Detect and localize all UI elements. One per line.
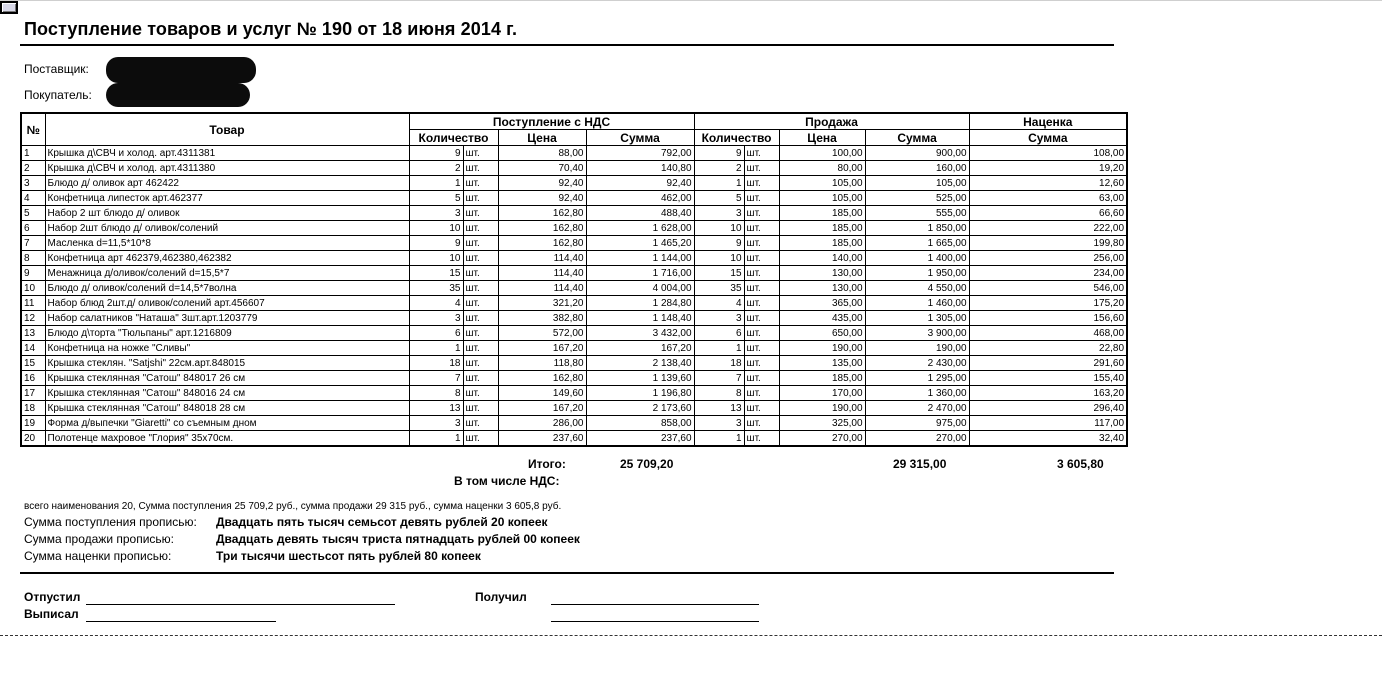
- row-receipt-qty: 15: [409, 266, 463, 281]
- row-markup-sum: 256,00: [969, 251, 1127, 266]
- row-receipt-price: 162,80: [498, 371, 586, 386]
- row-sale-qty: 9: [694, 236, 744, 251]
- row-goods-name: Набор блюд 2шт.д/ оливок/солений арт.456607: [45, 296, 409, 311]
- row-goods-name: Конфетница на ножке "Сливы": [45, 341, 409, 356]
- header-receipt-sum: Сумма: [586, 130, 694, 146]
- row-sale-price: 325,00: [779, 416, 865, 431]
- row-sale-unit: шт.: [744, 326, 779, 341]
- row-number: 13: [21, 326, 45, 341]
- row-receipt-qty: 10: [409, 221, 463, 236]
- row-number: 10: [21, 281, 45, 296]
- receipt-words: Двадцать пять тысяч семьсот девять рублей 20 копеек: [216, 515, 548, 529]
- row-goods-name: Блюдо д\торта "Тюльпаны" арт.1216809: [45, 326, 409, 341]
- row-receipt-price: 572,00: [498, 326, 586, 341]
- row-number: 19: [21, 416, 45, 431]
- row-sale-qty: 5: [694, 191, 744, 206]
- row-receipt-qty: 1: [409, 341, 463, 356]
- row-receipt-sum: 1 196,80: [586, 386, 694, 401]
- row-sale-sum: 1 400,00: [865, 251, 969, 266]
- row-sale-price: 435,00: [779, 311, 865, 326]
- row-receipt-unit: шт.: [463, 326, 498, 341]
- row-sale-sum: 4 550,00: [865, 281, 969, 296]
- row-markup-sum: 199,80: [969, 236, 1127, 251]
- row-sale-price: 185,00: [779, 371, 865, 386]
- row-sale-unit: шт.: [744, 296, 779, 311]
- row-sale-unit: шт.: [744, 341, 779, 356]
- row-sale-sum: 1 460,00: [865, 296, 969, 311]
- row-sale-qty: 10: [694, 251, 744, 266]
- row-number: 3: [21, 176, 45, 191]
- row-sale-price: 170,00: [779, 386, 865, 401]
- row-goods-name: Конфетница липесток арт.462377: [45, 191, 409, 206]
- row-receipt-sum: 1 465,20: [586, 236, 694, 251]
- row-sale-price: 130,00: [779, 281, 865, 296]
- row-sale-sum: 525,00: [865, 191, 969, 206]
- row-goods-name: Масленка d=11,5*10*8: [45, 236, 409, 251]
- row-sale-sum: 1 305,00: [865, 311, 969, 326]
- row-markup-sum: 63,00: [969, 191, 1127, 206]
- row-sale-unit: шт.: [744, 146, 779, 161]
- row-sale-qty: 13: [694, 401, 744, 416]
- row-receipt-unit: шт.: [463, 221, 498, 236]
- header-sale-sum: Сумма: [865, 130, 969, 146]
- summary-line: всего наименования 20, Сумма поступления 25 709,2 руб., сумма продажи 29 315 руб., сумма наценки 3 605,8 руб.: [24, 501, 562, 512]
- row-goods-name: Полотенце махровое "Глория" 35х70см.: [45, 431, 409, 447]
- goods-table: [20, 112, 1128, 447]
- row-sale-qty: 1: [694, 431, 744, 447]
- row-goods-name: Блюдо д/ оливок/солений d=14,5*7волна: [45, 281, 409, 296]
- table-row: [21, 296, 1127, 311]
- row-receipt-sum: 167,20: [586, 341, 694, 356]
- row-receipt-price: 118,80: [498, 356, 586, 371]
- row-sale-qty: 1: [694, 341, 744, 356]
- header-markup-sum: Сумма: [969, 130, 1127, 146]
- row-receipt-qty: 4: [409, 296, 463, 311]
- header-sale-price: Цена: [779, 130, 865, 146]
- row-receipt-qty: 3: [409, 311, 463, 326]
- row-number: 7: [21, 236, 45, 251]
- row-number: 9: [21, 266, 45, 281]
- row-markup-sum: 108,00: [969, 146, 1127, 161]
- header-number: №: [21, 113, 45, 146]
- row-sale-unit: шт.: [744, 371, 779, 386]
- row-receipt-unit: шт.: [463, 416, 498, 431]
- row-receipt-unit: шт.: [463, 386, 498, 401]
- row-sale-unit: шт.: [744, 251, 779, 266]
- row-number: 6: [21, 221, 45, 236]
- row-number: 12: [21, 311, 45, 326]
- markup-words-label: Сумма наценки прописью:: [24, 549, 172, 563]
- row-number: 11: [21, 296, 45, 311]
- row-receipt-qty: 1: [409, 176, 463, 191]
- goods-table-body: [21, 146, 1127, 447]
- header-sale-group: Продажа: [694, 113, 969, 130]
- row-receipt-unit: шт.: [463, 281, 498, 296]
- row-receipt-unit: шт.: [463, 371, 498, 386]
- row-goods-name: Набор салатников "Наташа" 3шт.арт.1203779: [45, 311, 409, 326]
- row-sale-qty: 6: [694, 326, 744, 341]
- row-number: 15: [21, 356, 45, 371]
- row-receipt-qty: 18: [409, 356, 463, 371]
- row-goods-name: Менажница д/оливок/солений d=15,5*7: [45, 266, 409, 281]
- row-receipt-price: 382,80: [498, 311, 586, 326]
- row-receipt-price: 162,80: [498, 206, 586, 221]
- header-markup-group: Наценка: [969, 113, 1127, 130]
- header-receipt-price: Цена: [498, 130, 586, 146]
- row-receipt-sum: 2 173,60: [586, 401, 694, 416]
- row-sale-unit: шт.: [744, 191, 779, 206]
- row-goods-name: Блюдо д/ оливок арт 462422: [45, 176, 409, 191]
- row-goods-name: Крышка стеклянная "Сатош" 848018 28 см: [45, 401, 409, 416]
- signature-divider: [20, 572, 1114, 574]
- row-receipt-sum: 237,60: [586, 431, 694, 447]
- released-label: Отпустил: [24, 590, 81, 604]
- buyer-label: Покупатель:: [24, 88, 92, 102]
- row-markup-sum: 234,00: [969, 266, 1127, 281]
- row-sale-sum: 3 900,00: [865, 326, 969, 341]
- top-border: [0, 0, 1382, 1]
- row-receipt-qty: 10: [409, 251, 463, 266]
- row-receipt-price: 92,40: [498, 191, 586, 206]
- row-sale-price: 105,00: [779, 191, 865, 206]
- row-markup-sum: 163,20: [969, 386, 1127, 401]
- header-receipt-qty: Количество: [409, 130, 498, 146]
- table-row: [21, 311, 1127, 326]
- row-sale-qty: 18: [694, 356, 744, 371]
- table-row: [21, 146, 1127, 161]
- row-number: 20: [21, 431, 45, 447]
- row-receipt-sum: 4 004,00: [586, 281, 694, 296]
- row-receipt-qty: 7: [409, 371, 463, 386]
- row-receipt-qty: 9: [409, 146, 463, 161]
- row-goods-name: Набор 2 шт блюдо д/ оливок: [45, 206, 409, 221]
- row-sale-sum: 160,00: [865, 161, 969, 176]
- row-sale-unit: шт.: [744, 176, 779, 191]
- row-number: 18: [21, 401, 45, 416]
- row-receipt-price: 149,60: [498, 386, 586, 401]
- table-row: [21, 371, 1127, 386]
- row-number: 17: [21, 386, 45, 401]
- row-receipt-qty: 3: [409, 206, 463, 221]
- row-receipt-price: 92,40: [498, 176, 586, 191]
- row-receipt-sum: 1 284,80: [586, 296, 694, 311]
- title-divider: [20, 44, 1114, 46]
- table-row: [21, 161, 1127, 176]
- row-receipt-price: 167,20: [498, 401, 586, 416]
- header-goods: Товар: [45, 113, 409, 146]
- received-signature-line: [551, 604, 759, 605]
- row-receipt-price: 114,40: [498, 281, 586, 296]
- row-sale-unit: шт.: [744, 401, 779, 416]
- table-row: [21, 341, 1127, 356]
- row-sale-sum: 270,00: [865, 431, 969, 447]
- row-markup-sum: 546,00: [969, 281, 1127, 296]
- row-receipt-price: 162,80: [498, 221, 586, 236]
- row-goods-name: Конфетница арт 462379,462380,462382: [45, 251, 409, 266]
- row-number: 1: [21, 146, 45, 161]
- table-row: [21, 191, 1127, 206]
- row-sale-sum: 190,00: [865, 341, 969, 356]
- row-sale-price: 100,00: [779, 146, 865, 161]
- issued-label: Выписал: [24, 607, 79, 621]
- table-row: [21, 236, 1127, 251]
- row-sale-price: 270,00: [779, 431, 865, 447]
- issued-signature-line: [86, 621, 276, 622]
- document-title: Поступление товаров и услуг № 190 от 18 июня 2014 г.: [24, 19, 518, 39]
- row-markup-sum: 32,40: [969, 431, 1127, 447]
- header-sale-qty: Количество: [694, 130, 779, 146]
- row-sale-sum: 1 360,00: [865, 386, 969, 401]
- row-receipt-unit: шт.: [463, 191, 498, 206]
- table-row: [21, 206, 1127, 221]
- row-markup-sum: 155,40: [969, 371, 1127, 386]
- row-receipt-qty: 35: [409, 281, 463, 296]
- row-receipt-price: 162,80: [498, 236, 586, 251]
- row-sale-qty: 7: [694, 371, 744, 386]
- row-number: 2: [21, 161, 45, 176]
- row-sale-price: 650,00: [779, 326, 865, 341]
- row-receipt-unit: шт.: [463, 431, 498, 447]
- row-markup-sum: 117,00: [969, 416, 1127, 431]
- row-number: 8: [21, 251, 45, 266]
- row-markup-sum: 296,40: [969, 401, 1127, 416]
- row-receipt-price: 114,40: [498, 266, 586, 281]
- row-number: 14: [21, 341, 45, 356]
- row-receipt-price: 167,20: [498, 341, 586, 356]
- window-control-button[interactable]: [0, 1, 18, 14]
- row-receipt-sum: 1 716,00: [586, 266, 694, 281]
- table-row: [21, 266, 1127, 281]
- receipt-words-label: Сумма поступления прописью:: [24, 515, 197, 529]
- row-receipt-sum: 792,00: [586, 146, 694, 161]
- totals-markup-sum: 3 605,80: [1057, 457, 1104, 471]
- row-receipt-sum: 1 628,00: [586, 221, 694, 236]
- supplier-label: Поставщик:: [24, 62, 89, 76]
- row-number: 16: [21, 371, 45, 386]
- row-receipt-sum: 488,40: [586, 206, 694, 221]
- row-receipt-price: 88,00: [498, 146, 586, 161]
- row-receipt-qty: 1: [409, 431, 463, 447]
- header-receipt-group: Поступление с НДС: [409, 113, 694, 130]
- row-sale-price: 185,00: [779, 206, 865, 221]
- row-sale-qty: 3: [694, 206, 744, 221]
- totals-sale-sum: 29 315,00: [893, 457, 947, 471]
- row-goods-name: Крышка д\СВЧ и холод. арт.4311381: [45, 146, 409, 161]
- sale-words-label: Сумма продажи прописью:: [24, 532, 174, 546]
- table-row: [21, 221, 1127, 236]
- row-sale-sum: 975,00: [865, 416, 969, 431]
- row-receipt-sum: 858,00: [586, 416, 694, 431]
- row-sale-qty: 8: [694, 386, 744, 401]
- table-row: [21, 281, 1127, 296]
- row-sale-sum: 2 470,00: [865, 401, 969, 416]
- row-sale-price: 105,00: [779, 176, 865, 191]
- row-sale-qty: 35: [694, 281, 744, 296]
- row-markup-sum: 66,60: [969, 206, 1127, 221]
- row-receipt-unit: шт.: [463, 236, 498, 251]
- row-sale-qty: 4: [694, 296, 744, 311]
- row-receipt-price: 70,40: [498, 161, 586, 176]
- row-markup-sum: 291,60: [969, 356, 1127, 371]
- row-receipt-qty: 6: [409, 326, 463, 341]
- row-receipt-sum: 1 139,60: [586, 371, 694, 386]
- row-receipt-unit: шт.: [463, 356, 498, 371]
- row-sale-price: 140,00: [779, 251, 865, 266]
- received-label: Получил: [475, 590, 527, 604]
- row-goods-name: Крышка стеклян. "Satjshi" 22см.арт.848015: [45, 356, 409, 371]
- table-row: [21, 431, 1127, 447]
- totals-label: Итого:: [528, 457, 566, 471]
- row-sale-price: 80,00: [779, 161, 865, 176]
- row-sale-price: 365,00: [779, 296, 865, 311]
- row-sale-price: 185,00: [779, 236, 865, 251]
- row-sale-unit: шт.: [744, 356, 779, 371]
- row-receipt-unit: шт.: [463, 341, 498, 356]
- totals-receipt-sum: 25 709,20: [620, 457, 674, 471]
- row-goods-name: Форма д/выпечки "Giaretti" со съемным дном: [45, 416, 409, 431]
- row-markup-sum: 19,20: [969, 161, 1127, 176]
- row-markup-sum: 222,00: [969, 221, 1127, 236]
- row-sale-qty: 3: [694, 311, 744, 326]
- row-receipt-unit: шт.: [463, 311, 498, 326]
- row-sale-sum: 1 850,00: [865, 221, 969, 236]
- redacted-buyer: [106, 83, 250, 107]
- row-markup-sum: 22,80: [969, 341, 1127, 356]
- row-receipt-unit: шт.: [463, 296, 498, 311]
- row-receipt-qty: 9: [409, 236, 463, 251]
- row-receipt-sum: 3 432,00: [586, 326, 694, 341]
- row-sale-price: 190,00: [779, 401, 865, 416]
- row-receipt-sum: 462,00: [586, 191, 694, 206]
- released-signature-line: [86, 604, 395, 605]
- row-sale-sum: 1 295,00: [865, 371, 969, 386]
- row-sale-qty: 3: [694, 416, 744, 431]
- row-goods-name: Крышка стеклянная "Сатош" 848016 24 см: [45, 386, 409, 401]
- table-row: [21, 401, 1127, 416]
- row-sale-qty: 15: [694, 266, 744, 281]
- row-sale-unit: шт.: [744, 416, 779, 431]
- row-sale-unit: шт.: [744, 221, 779, 236]
- row-markup-sum: 156,60: [969, 311, 1127, 326]
- markup-words: Три тысячи шестьсот пять рублей 80 копеек: [216, 549, 481, 563]
- redacted-supplier: [106, 57, 256, 83]
- row-receipt-sum: 1 144,00: [586, 251, 694, 266]
- row-receipt-sum: 140,80: [586, 161, 694, 176]
- row-sale-unit: шт.: [744, 161, 779, 176]
- row-sale-unit: шт.: [744, 311, 779, 326]
- table-row: [21, 356, 1127, 371]
- page-break-line: [0, 635, 1382, 636]
- table-row: [21, 386, 1127, 401]
- row-receipt-unit: шт.: [463, 176, 498, 191]
- row-sale-qty: 10: [694, 221, 744, 236]
- row-receipt-unit: шт.: [463, 401, 498, 416]
- row-receipt-sum: 92,40: [586, 176, 694, 191]
- row-receipt-unit: шт.: [463, 146, 498, 161]
- vat-label: В том числе НДС:: [454, 474, 560, 488]
- row-receipt-unit: шт.: [463, 161, 498, 176]
- row-receipt-sum: 1 148,40: [586, 311, 694, 326]
- table-row: [21, 326, 1127, 341]
- row-receipt-qty: 2: [409, 161, 463, 176]
- row-sale-qty: 9: [694, 146, 744, 161]
- row-receipt-qty: 5: [409, 191, 463, 206]
- received-signature-line-2: [551, 621, 759, 622]
- row-sale-price: 185,00: [779, 221, 865, 236]
- table-row: [21, 251, 1127, 266]
- row-markup-sum: 12,60: [969, 176, 1127, 191]
- row-markup-sum: 175,20: [969, 296, 1127, 311]
- row-receipt-unit: шт.: [463, 251, 498, 266]
- row-goods-name: Набор 2шт блюдо д/ оливок/солений: [45, 221, 409, 236]
- row-number: 5: [21, 206, 45, 221]
- sale-words: Двадцать девять тысяч триста пятнадцать рублей 00 копеек: [216, 532, 580, 546]
- row-sale-unit: шт.: [744, 281, 779, 296]
- row-sale-unit: шт.: [744, 236, 779, 251]
- row-receipt-price: 237,60: [498, 431, 586, 447]
- row-sale-unit: шт.: [744, 266, 779, 281]
- row-markup-sum: 468,00: [969, 326, 1127, 341]
- row-sale-sum: 1 665,00: [865, 236, 969, 251]
- row-sale-sum: 2 430,00: [865, 356, 969, 371]
- row-sale-sum: 555,00: [865, 206, 969, 221]
- row-receipt-price: 286,00: [498, 416, 586, 431]
- row-receipt-unit: шт.: [463, 206, 498, 221]
- row-sale-price: 135,00: [779, 356, 865, 371]
- row-receipt-unit: шт.: [463, 266, 498, 281]
- row-sale-unit: шт.: [744, 206, 779, 221]
- row-sale-price: 130,00: [779, 266, 865, 281]
- row-receipt-qty: 8: [409, 386, 463, 401]
- table-row: [21, 416, 1127, 431]
- row-receipt-price: 321,20: [498, 296, 586, 311]
- row-sale-price: 190,00: [779, 341, 865, 356]
- row-receipt-price: 114,40: [498, 251, 586, 266]
- row-sale-qty: 2: [694, 161, 744, 176]
- row-goods-name: Крышка стеклянная "Сатош" 848017 26 см: [45, 371, 409, 386]
- row-sale-unit: шт.: [744, 431, 779, 447]
- table-row: [21, 176, 1127, 191]
- row-sale-sum: 105,00: [865, 176, 969, 191]
- row-receipt-qty: 3: [409, 416, 463, 431]
- row-sale-sum: 1 950,00: [865, 266, 969, 281]
- row-number: 4: [21, 191, 45, 206]
- row-receipt-qty: 13: [409, 401, 463, 416]
- row-sale-sum: 900,00: [865, 146, 969, 161]
- row-sale-unit: шт.: [744, 386, 779, 401]
- row-receipt-sum: 2 138,40: [586, 356, 694, 371]
- row-goods-name: Крышка д\СВЧ и холод. арт.4311380: [45, 161, 409, 176]
- row-sale-qty: 1: [694, 176, 744, 191]
